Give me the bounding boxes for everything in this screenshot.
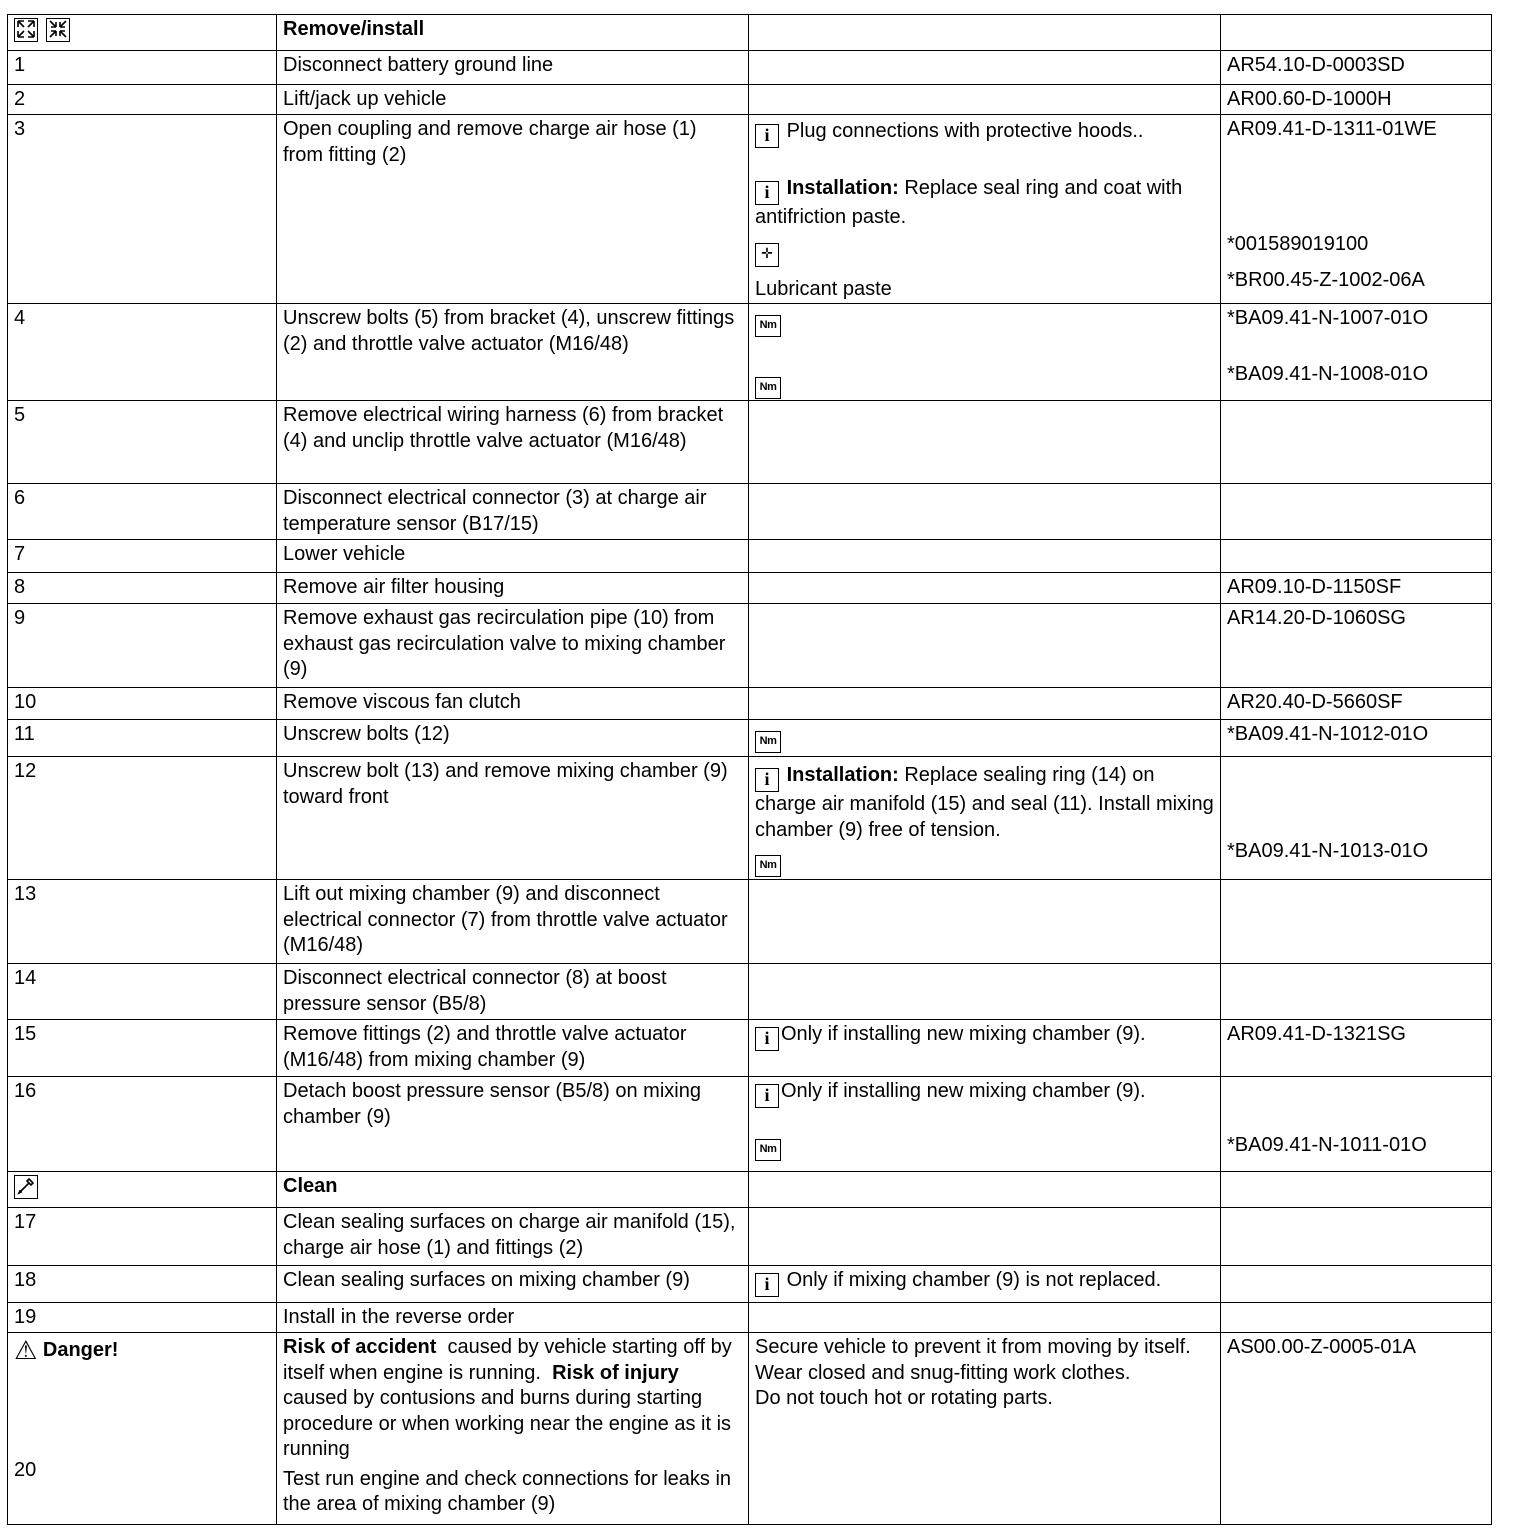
table-row: 8 Remove air filter housing AR09.10-D-1150SF: [8, 573, 1492, 604]
reference-link[interactable]: *BA09.41-N-1007-01O: [1227, 307, 1429, 329]
reference-link[interactable]: AR09.41-D-1321SG: [1221, 1020, 1492, 1077]
table-row: 12 Unscrew bolt (13) and remove mixing chamber (9) toward front i Installation: Replace sealing ring (14) on charge air manifold (15) and seal (11). Install mixing chamber (9) free of tension. Nm *BA09.41-N-1013-01O: [8, 757, 1492, 880]
section-header-row: [8, 15, 1492, 51]
table-row: 2 Lift/jack up vehicle AR00.60-D-1000H: [8, 85, 1492, 115]
clean-icon[interactable]: [14, 1175, 38, 1199]
reference-link[interactable]: AR54.10-D-0003SD: [1221, 51, 1492, 85]
expand-icon[interactable]: [14, 18, 38, 42]
reference-link[interactable]: AR09.10-D-1150SF: [1221, 573, 1492, 604]
table-row: 3 Open coupling and remove charge air hose (1) from fitting (2) i Plug connections with protective hoods.. i Installation: Replace seal ring and coat with antifriction paste. ✛ Lubricant paste AR09.41-D-1311-01WE *001589019100 *BR00.45-Z-1002-06A: [8, 115, 1492, 304]
reference-link[interactable]: *001589019100: [1227, 232, 1369, 255]
table-row: 10 Remove viscous fan clutch AR20.40-D-5660SF: [8, 688, 1492, 720]
lubricant-icon[interactable]: ✛: [755, 243, 779, 267]
torque-icon[interactable]: Nm: [755, 377, 781, 399]
reference-link[interactable]: *BA09.41-N-1008-01O: [1227, 362, 1429, 385]
table-row: 1 Disconnect battery ground line AR54.10-D-0003SD: [8, 51, 1492, 85]
table-row: 6 Disconnect electrical connector (3) at charge air temperature sensor (B17/15): [8, 484, 1492, 540]
torque-icon[interactable]: Nm: [755, 855, 781, 877]
danger-row: ⚠ Danger! 20 Risk of accident caused by vehicle starting off by itself when engine is running. Risk of injury caused by contusions and burns during starting procedure or when working near the engine as it is running Test run engine and check connections for leaks in the area of mixing chamber (9) Secure vehicle to prevent it from moving by itself. Wear closed and snug-fitting work clothes. Do not touch hot or rotating parts. AS00.00-Z-0005-01A: [8, 1333, 1492, 1525]
info-icon[interactable]: i: [755, 1084, 779, 1108]
table-row: 16 Detach boost pressure sensor (B5/8) on mixing chamber (9) i Only if installing new mixing chamber (9). Nm *BA09.41-N-1011-01O: [8, 1077, 1492, 1172]
reference-link[interactable]: *BR00.45-Z-1002-06A: [1227, 269, 1425, 291]
section-title: Remove/install: [277, 15, 749, 51]
torque-icon[interactable]: Nm: [755, 1139, 781, 1161]
info-icon[interactable]: i: [755, 124, 779, 148]
table-row: 11 Unscrew bolts (12) Nm *BA09.41-N-1012-01O: [8, 720, 1492, 757]
reference-link[interactable]: *BA09.41-N-1011-01O: [1227, 1134, 1427, 1156]
reference-cell: [1221, 115, 1492, 304]
info-icon[interactable]: i: [755, 1027, 779, 1051]
reference-link[interactable]: AR20.40-D-5660SF: [1221, 688, 1492, 720]
danger-text: Risk of accident caused by vehicle starting off by itself when engine is running. Risk of injury caused by contusions and burns during starting procedure or when working near the engine as it is running: [283, 1336, 738, 1460]
section-icons-cell: [8, 15, 277, 51]
table-row: 17 Clean sealing surfaces on charge air manifold (15), charge air hose (1) and fittings (2): [8, 1208, 1492, 1266]
reference-link[interactable]: *BA09.41-N-1013-01O: [1227, 840, 1429, 862]
section-title: Clean: [277, 1172, 749, 1208]
reference-link[interactable]: AR14.20-D-1060SG: [1221, 604, 1492, 688]
table-row: 19 Install in the reverse order: [8, 1303, 1492, 1333]
table-row: 7 Lower vehicle: [8, 540, 1492, 573]
torque-icon[interactable]: Nm: [755, 315, 781, 337]
table-row: 9 Remove exhaust gas recirculation pipe (10) from exhaust gas recirculation valve to mixing chamber (9) AR14.20-D-1060SG: [8, 604, 1492, 688]
collapse-icon[interactable]: [46, 18, 70, 42]
warning-triangle-icon: ⚠: [14, 1335, 38, 1365]
reference-link[interactable]: AR09.41-D-1311-01WE: [1227, 118, 1437, 140]
procedure-table: [7, 14, 1492, 1525]
table-row: 18 Clean sealing surfaces on mixing chamber (9) i Only if mixing chamber (9) is not replaced.: [8, 1266, 1492, 1303]
table-row: 5 Remove electrical wiring harness (6) from bracket (4) and unclip throttle valve actuator (M16/48): [8, 401, 1492, 484]
table-row: 15 Remove fittings (2) and throttle valve actuator (M16/48) from mixing chamber (9) i Only if installing new mixing chamber (9). AR09.41-D-1321SG: [8, 1020, 1492, 1077]
table-row: 4 Unscrew bolts (5) from bracket (4), unscrew fittings (2) and throttle valve actuator (M16/48) Nm Nm *BA09.41-N-1007-01O *BA09.41-N-1008-01O: [8, 304, 1492, 401]
torque-icon[interactable]: Nm: [755, 731, 781, 753]
info-icon[interactable]: i: [755, 768, 779, 792]
reference-link[interactable]: *BA09.41-N-1012-01O: [1221, 720, 1492, 757]
reference-link[interactable]: AS00.00-Z-0005-01A: [1221, 1333, 1492, 1525]
table-row: 13 Lift out mixing chamber (9) and disconnect electrical connector (7) from throttle valve actuator (M16/48): [8, 880, 1492, 964]
info-icon[interactable]: i: [755, 181, 779, 205]
notes-cell: i Plug connections with protective hoods.. i Installation: Replace seal ring and coat with antifriction paste. ✛ Lubricant paste: [749, 115, 1221, 304]
section-header-row: [8, 1172, 1492, 1208]
table-row: 14 Disconnect electrical connector (8) at boost pressure sensor (B5/8): [8, 964, 1492, 1020]
reference-link[interactable]: AR00.60-D-1000H: [1221, 85, 1492, 115]
info-icon[interactable]: i: [755, 1273, 779, 1297]
